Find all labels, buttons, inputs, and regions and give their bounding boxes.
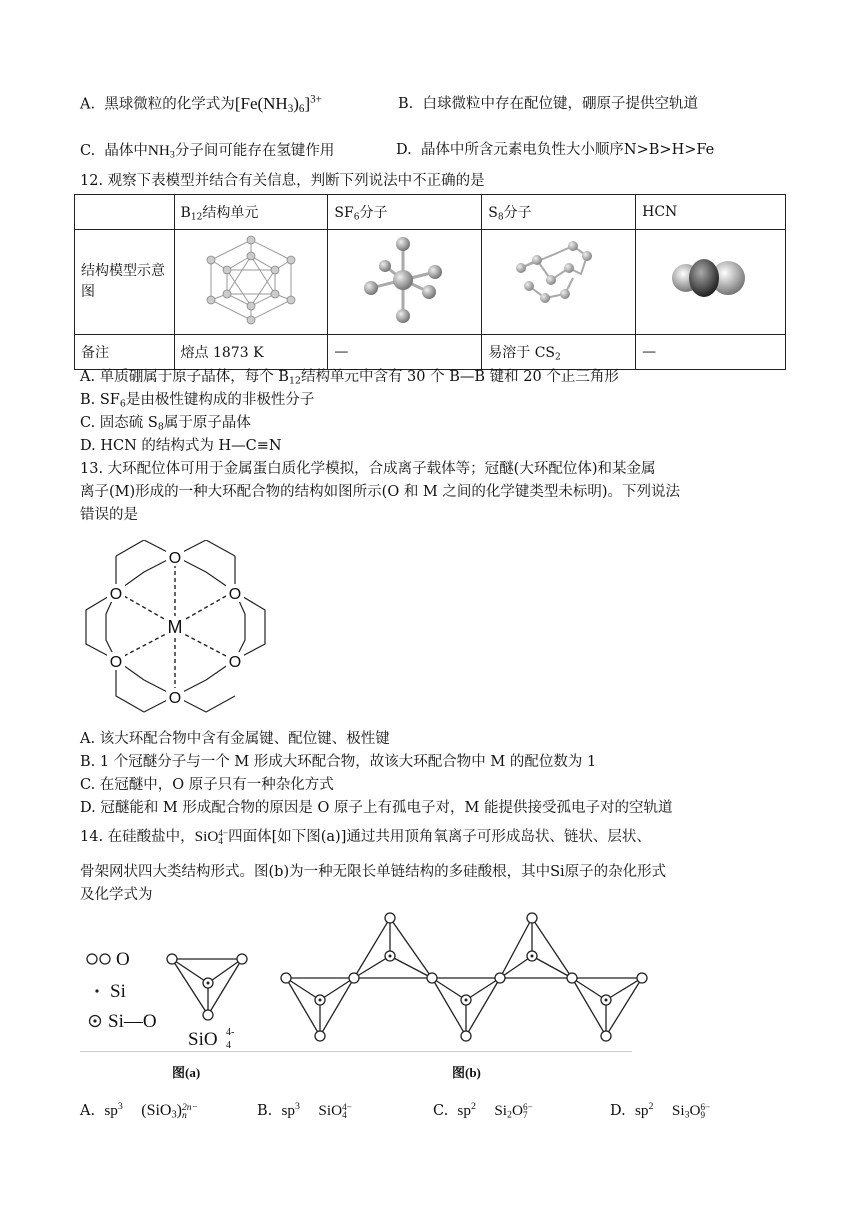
b12-icosahedron-image: [191, 234, 311, 326]
caption-figure-a: 图(a): [172, 1065, 201, 1080]
q13-option-c: C. 在冠醚中，O 原子只有一种杂化方式: [80, 777, 334, 793]
s8-molecule-image: [499, 234, 619, 326]
silicate-figure-b: [280, 912, 650, 1057]
table-header-empty: [75, 195, 175, 230]
sf6-molecule-image: [345, 234, 465, 326]
sio4-label-sub: 4: [226, 1040, 231, 1051]
o-atom-label: O: [228, 586, 242, 603]
q14-stem-line2: 骨架网状四大类结构形式。图(b)为一种无限长单链结构的多硅酸根，其中Si原子的杂化形式: [80, 864, 667, 880]
o-atom-label: O: [109, 586, 123, 603]
caption-figure-b: 图(b): [452, 1065, 481, 1080]
table-header-b12: $B_{12}$结构单元: [174, 195, 328, 230]
q11-option-d: D. 晶体中所含元素电负性大小顺序N>B>H>Fe: [396, 142, 715, 158]
q12-table: [74, 194, 786, 370]
q14-stem-line1: 14. 在硅酸盐中，SiO 4− 4 四面体[如下图(a)]通过共用顶角氧离子可形成岛状、链状、层状、: [80, 827, 651, 846]
q13-stem-line1: 13. 大环配位体可用于金属蛋白质化学模拟，合成离子载体等；冠醚(大环配位体)和某金属: [80, 461, 656, 477]
q12-option-d: D. HCN 的结构式为 H—C≡N: [80, 438, 282, 454]
legend-o: O: [116, 949, 130, 970]
note-hcn: —: [636, 335, 786, 370]
q12-stem: 12. 观察下表模型并结合有关信息，判断下列说法中不正确的是: [80, 173, 485, 189]
figure-divider: [80, 1051, 632, 1052]
q13-stem-line2: 离子(M)形成的一种大环配合物的结构如图所示(O 和 M 之间的化学键类型未标明)。下列说法: [80, 484, 681, 500]
metal-center-label: M: [167, 617, 183, 637]
o-atom-label: O: [228, 654, 242, 671]
o-atom-label: O: [109, 654, 123, 671]
q13-option-d: D. 冠醚能和 M 形成配合物的原因是 O 原子上有孤电子对，M 能提供接受孤电子对的空轨道: [80, 800, 673, 816]
q12-option-b: B. $SF_6$是由极性键构成的非极性分子: [80, 392, 315, 410]
q14-option-d: D. $sp^2$ $Si_3O$ 6− 9: [610, 1101, 711, 1121]
table-row-label-note: 备注: [75, 335, 175, 370]
q11-option-a: A. 黑球微粒的化学式为$[Fe(NH_3)_6]^{3+}$: [80, 93, 322, 115]
hcn-molecule-image: [656, 234, 766, 326]
legend-si: Si: [110, 981, 126, 1002]
o-atom-label: O: [168, 550, 182, 567]
hcn-model-cell: [636, 230, 786, 335]
b12-model-cell: [174, 230, 328, 335]
q12-option-a: A. 单质硼属于原子晶体，每个 $B_{12}$结构单元中含有 30 个 B—B 键和 20 个正三角形: [80, 369, 619, 387]
sio4-label: SiO: [188, 1029, 218, 1050]
table-header-hcn: HCN: [636, 195, 786, 230]
q11-option-b: B. 白球微粒中存在配位键，硼原子提供空轨道: [398, 96, 698, 112]
note-b12: 熔点 1873 K: [174, 335, 328, 370]
q14-option-a: A. $sp^3$ (SiO$_3$) 2n− n: [80, 1101, 199, 1122]
q14-stem-line3: 及化学式为: [80, 887, 153, 903]
q13-stem-line3: 错误的是: [80, 507, 138, 523]
crown-ether-figure: [80, 540, 280, 715]
table-header-sf6: $SF_6$分子: [328, 195, 482, 230]
q13-option-a: A. 该大环配合物中含有金属键、配位键、极性键: [80, 731, 390, 747]
note-s8: 易溶于 $CS_2$: [482, 335, 636, 370]
q13-option-b: B. 1 个冠醚分子与一个 M 形成大环配合物，故该大环配合物中 M 的配位数为 1: [80, 754, 597, 770]
o-atom-label: O: [168, 690, 182, 707]
silicate-figure-a: [80, 935, 280, 1055]
q11-option-c: C. 晶体中$NH_3$分子间可能存在氢键作用: [80, 142, 335, 161]
s8-model-cell: [482, 230, 636, 335]
table-header-s8: $S_8$分子: [482, 195, 636, 230]
sio4-label-charge: 4-: [226, 1027, 235, 1038]
q12-option-c: C. 固态硫 $S_8$属于原子晶体: [80, 415, 251, 433]
q14-option-c: C. $sp^2$ $Si_2O$ 6− 7: [433, 1101, 533, 1121]
q14-option-b: B. $sp^3$ SiO 4− 4: [257, 1101, 352, 1121]
legend-si-o: Si—O: [108, 1011, 157, 1032]
note-sf6: —: [328, 335, 482, 370]
sf6-model-cell: [328, 230, 482, 335]
table-row-label-model: 结构模型示意图: [75, 230, 175, 335]
